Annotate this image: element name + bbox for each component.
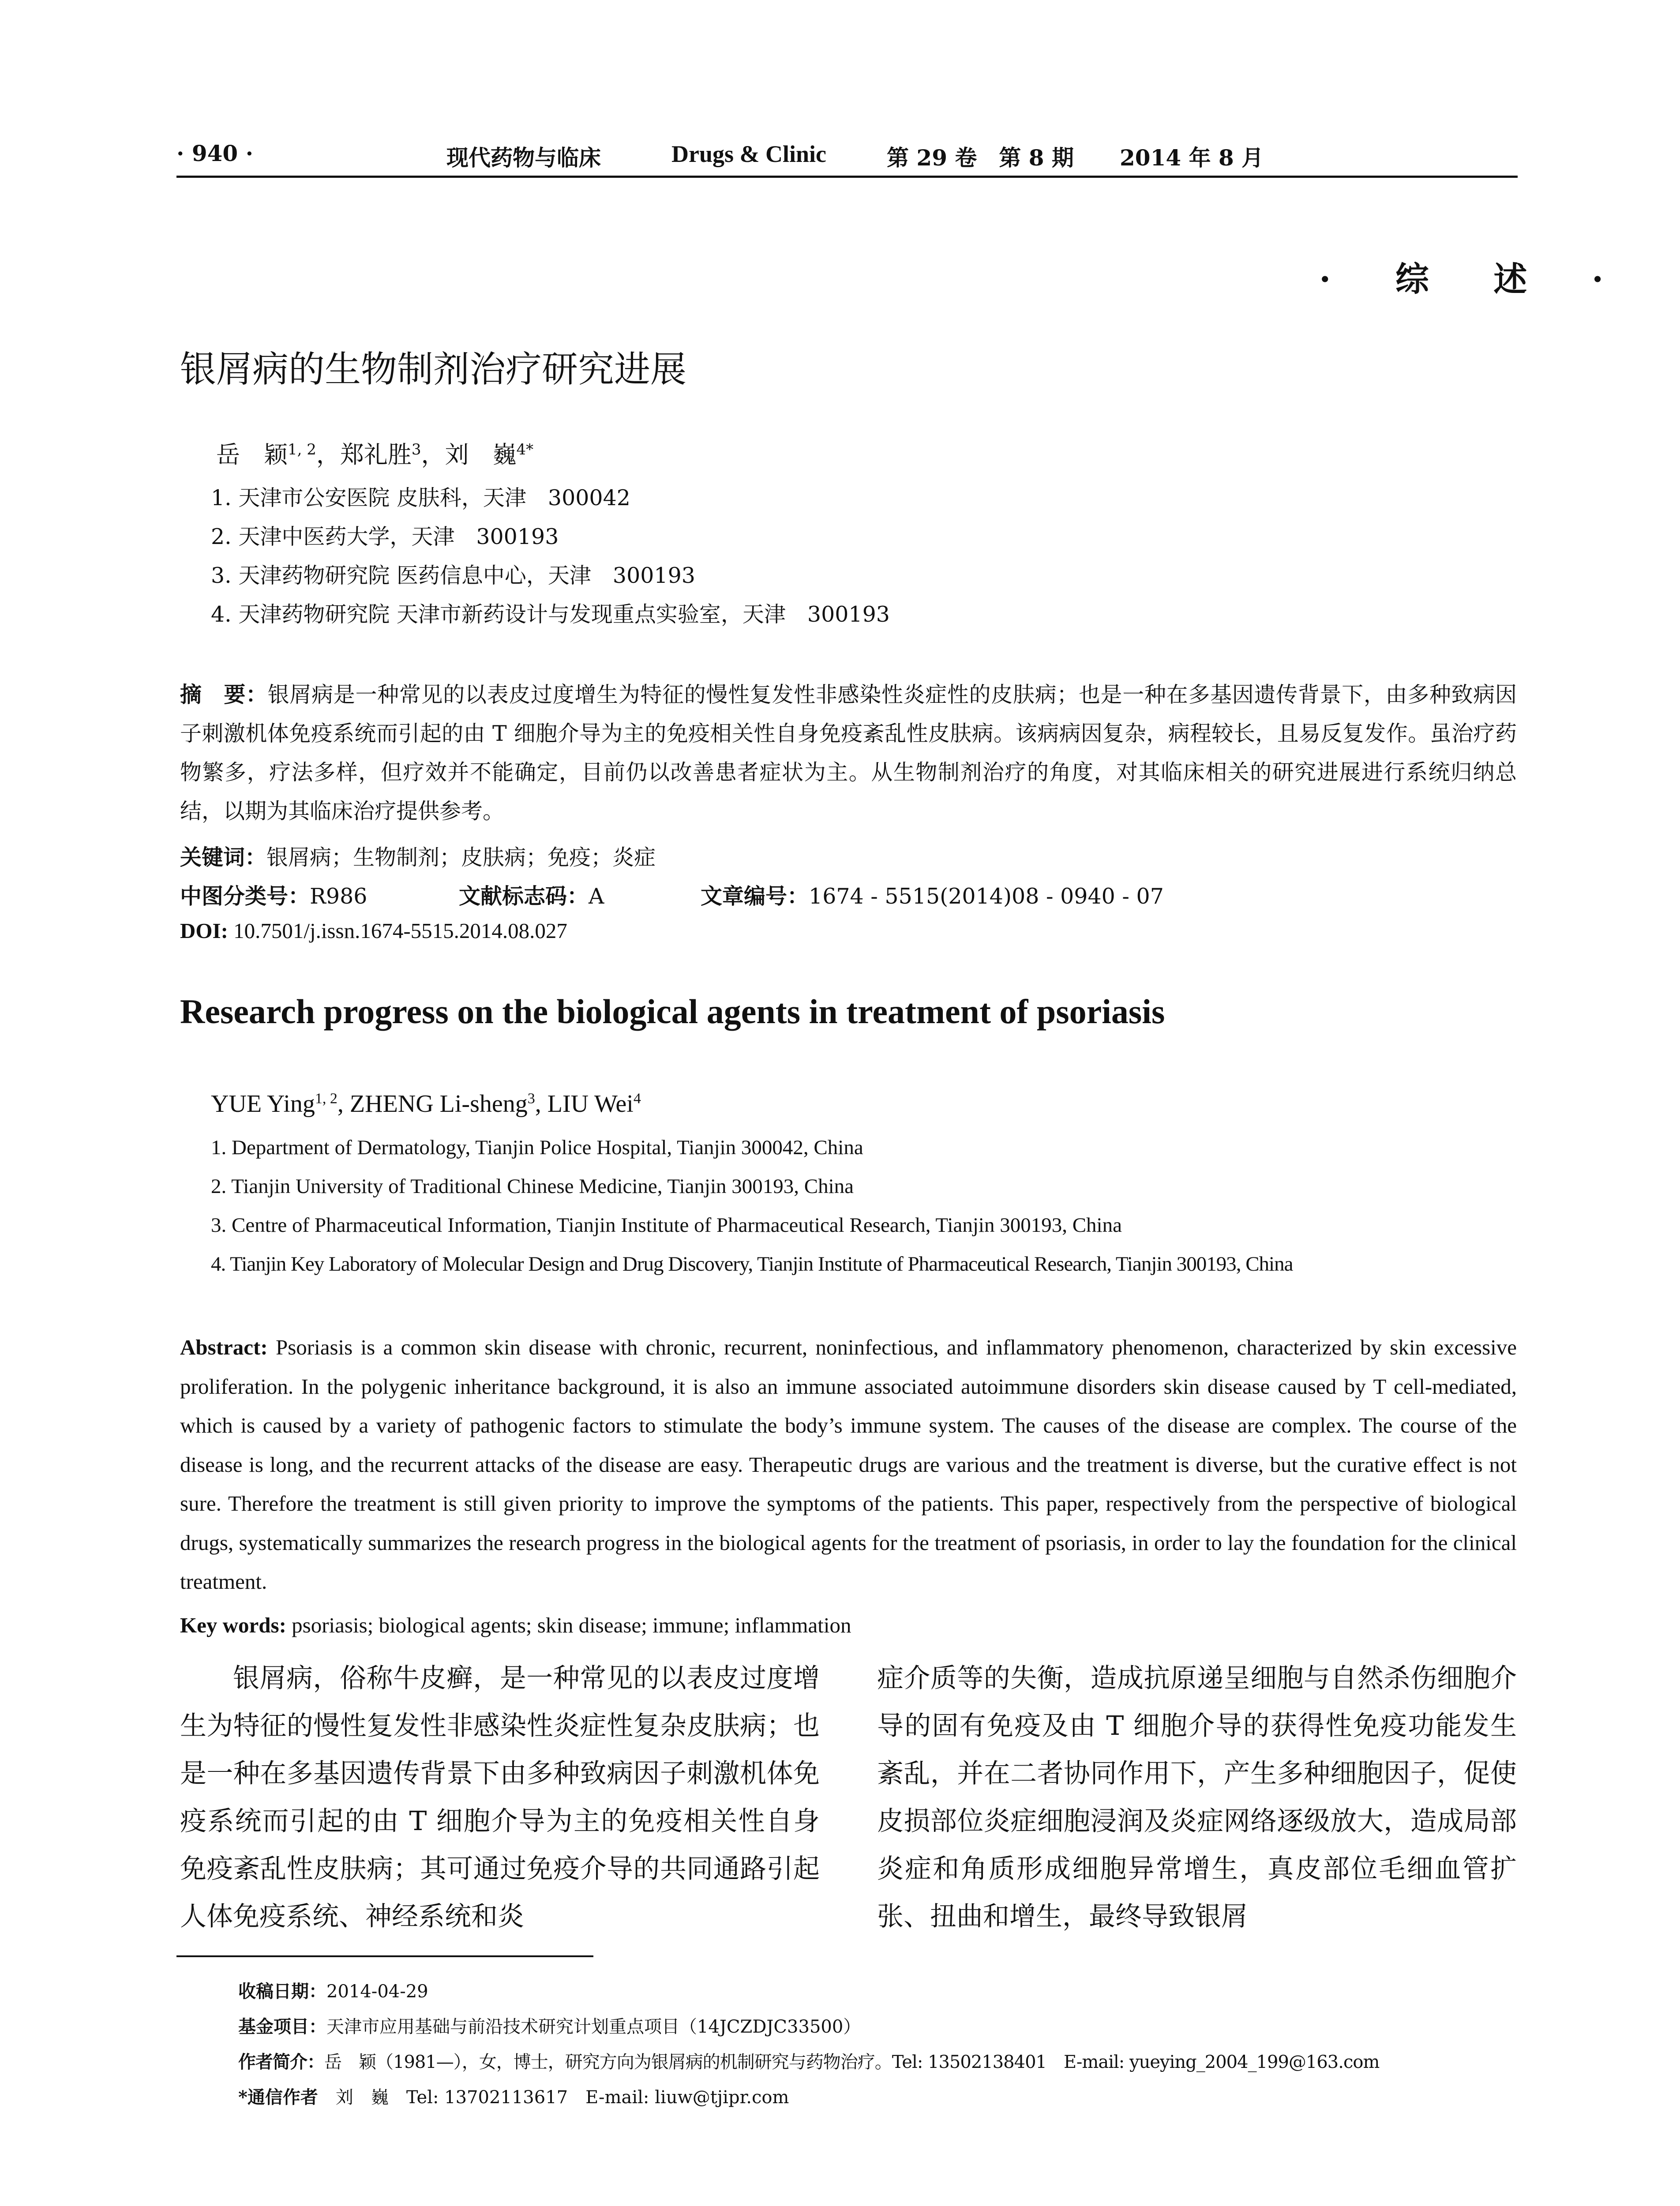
corresponding-text: 刘 巍 Tel: 13702113617 E-mail: liuw@tjipr.com <box>335 2087 789 2108</box>
abstract-en <box>180 1328 1517 1602</box>
article-number-label: 文章编号： <box>701 883 809 909</box>
author-affiliation-mark: 1, 2 <box>288 441 316 458</box>
doi-value: 10.7501/j.issn.1674-5515.2014.08.027 <box>233 919 567 943</box>
doi <box>180 918 567 943</box>
clc-value: R986 <box>310 884 368 909</box>
body-column-left: 银屑病，俗称牛皮癣，是一种常见的以表皮过度增生为特征的慢性复发性非感染性炎症性复杂皮肤病；也是一种在多基因遗传背景下由多种致病因子刺激机体免疫系统而引起的由 T 细胞介导为主的免疫相关性自身免疫紊乱性皮肤病；其可通过免疫介导的共同通路引起人体免疫系统、神经系统和炎 <box>180 1663 820 1932</box>
clc-label: 中图分类号： <box>180 883 310 909</box>
affiliation-cn: 4. 天津药物研究院 天津市新药设计与发现重点实验室，天津 300193 <box>211 602 890 627</box>
corresponding-label: *通信作者 <box>238 2087 318 2108</box>
doi-label: DOI: <box>180 919 228 943</box>
keywords-cn <box>180 840 656 871</box>
author-affiliation-mark: 4* <box>516 441 534 458</box>
article-number-value: 1674 - 5515(2014)08 - 0940 - 07 <box>809 884 1164 909</box>
affiliation-cn: 1. 天津市公安医院 皮肤科，天津 300042 <box>211 485 630 510</box>
author-separator: , <box>535 1090 548 1118</box>
document-code-value: A <box>589 884 604 909</box>
author-affiliation-mark: 3 <box>527 1090 535 1107</box>
footnote-received <box>238 1977 428 2003</box>
abstract-text-cn: 银屑病是一种常见的以表皮过度增生为特征的慢性复发性非感染性炎症性的皮肤病；也是一种在多基因遗传背景下，由多种致病因子刺激机体免疫系统而引起的由 T 细胞介导为主的免疫相关性自身免疫紊乱性皮肤病。该病病因复杂，病程较长，且易反复发作。虽治疗药物繁多，疗法多样，但疗效并不能确定，目前仍以改善患者症状为主。从生物制剂治疗的角度，对其临床相关的研究进展进行系统归纳总结，以期为其临床治疗提供参考。 <box>180 682 1517 824</box>
header-rule <box>176 176 1518 178</box>
author-name: ZHENG Li-sheng <box>349 1090 528 1118</box>
author-affiliation-mark: 3 <box>411 441 421 458</box>
keywords-text-en: psoriasis; biological agents; skin disease; immune; inflammation <box>292 1613 851 1637</box>
footnote-rule <box>176 1955 593 1957</box>
affiliation-en: 3. Centre of Pharmaceutical Information, Tianjin Institute of Pharmaceutical Research, Tianjin 300193, China <box>211 1214 1122 1237</box>
fund-label: 基金项目： <box>238 2016 326 2037</box>
fund-text: 天津市应用基础与前沿技术研究计划重点项目（14JCZDJC33500） <box>326 2017 861 2037</box>
keywords-text-cn: 银屑病；生物制剂；皮肤病；免疫；炎症 <box>266 845 656 870</box>
keywords-en <box>180 1606 1517 1645</box>
article-number <box>701 879 1164 910</box>
received-date: 2014-04-29 <box>326 1981 428 2002</box>
author-list-cn: 岳 颖$^{1, 2}$，郑礼胜$^3$，刘 巍$^{4*}$ <box>216 441 534 469</box>
document-code <box>459 879 604 910</box>
document-code-label: 文献标志码： <box>459 883 589 909</box>
author-list-en <box>211 1090 641 1118</box>
affiliation-en: 4. Tianjin Key Laboratory of Molecular Design and Drug Discovery, Tianjin Institute of Pharmaceutical Research, Tianjin 300193, China <box>211 1253 1293 1276</box>
keywords-label-en: Key words: <box>180 1613 286 1637</box>
author-name: 刘 巍 <box>445 441 517 469</box>
abstract-cn <box>180 675 1517 831</box>
issue-date: 2014 年 8 月 <box>1120 145 1264 171</box>
body-column-right: 症介质等的失衡，造成抗原递呈细胞与自然杀伤细胞介导的固有免疫及由 T 细胞介导的获得性免疫功能发生紊乱，并在二者协同作用下，产生多种细胞因子，促使皮损部位炎症细胞浸润及炎症网络逐级放大，造成局部炎症和角质形成细胞异常增生，真皮部位毛细血管扩张、扭曲和增生，最终导致银屑 <box>877 1663 1517 1932</box>
page-number: · 940 · <box>176 140 253 166</box>
footnote-author-bio <box>238 2048 1379 2073</box>
article-title-cn: 银屑病的生物制剂治疗研究进展 <box>180 349 687 390</box>
author-name: YUE Ying <box>211 1090 315 1118</box>
affiliation-en: 1. Department of Dermatology, Tianjin Police Hospital, Tianjin 300042, China <box>211 1136 863 1159</box>
author-name: 郑礼胜 <box>340 441 412 469</box>
article-title-en: Research progress on the biological agents in treatment of psoriasis <box>180 992 1165 1031</box>
footnote-fund <box>238 2013 861 2038</box>
journal-name-cn: 现代药物与临床 <box>446 145 601 171</box>
author-separator: , <box>337 1090 350 1118</box>
author-name: 岳 颖 <box>216 441 288 469</box>
abstract-label-cn: 摘 要： <box>180 682 268 707</box>
author-affiliation-mark: 4 <box>633 1090 641 1107</box>
received-label: 收稿日期： <box>238 1981 326 2002</box>
affiliation-cn: 3. 天津药物研究院 医药信息中心，天津 300193 <box>211 563 695 588</box>
affiliation-en: 2. Tianjin University of Traditional Chinese Medicine, Tianjin 300193, China <box>211 1175 854 1198</box>
footnote-corresponding <box>238 2083 789 2108</box>
abstract-text-en: Psoriasis is a common skin disease with chronic, recurrent, noninfectious, and inflammatory phenomenon, characterized by skin excessive proliferation. In the polygenic inheritance background, it is also an immune associated autoimmune disorders skin disease caused by T cell-mediated, which is caused by a variety of pathogenic factors to stimulate the body’s immune system. The causes of the disease are complex. The course of the disease is long, and the recurrent attacks of the disease are easy. Therapeutic drugs are various and the treatment is diverse, but the curative effect is not sure. Therefore the treatment is still given priority to improve the symptoms of the patients. This paper, respectively from the perspective of biological drugs, systematically summarizes the research progress in the biological agents for the treatment of psoriasis, in order to lay the foundation for the clinical treatment. <box>180 1335 1517 1594</box>
abstract-label-en: Abstract: <box>180 1335 268 1359</box>
affiliation-cn: 2. 天津中医药大学，天津 300193 <box>211 524 559 549</box>
bio-label: 作者简介： <box>238 2052 324 2072</box>
keywords-label-cn: 关键词： <box>180 844 267 870</box>
section-label: · 综 述 · <box>1319 259 1630 299</box>
journal-name-en: Drugs & Clinic <box>671 141 826 167</box>
author-name: LIU Wei <box>547 1090 634 1118</box>
volume-issue: 第 29 卷 第 8 期 <box>887 145 1074 171</box>
running-header <box>176 140 1518 176</box>
classification-row <box>180 879 367 910</box>
author-affiliation-mark: 1, 2 <box>315 1090 338 1107</box>
bio-text: 岳 颖（1981—），女，博士，研究方向为银屑病的机制研究与药物治疗。Tel: 13502138401 E-mail: yueying_2004_199@163.com <box>324 2052 1380 2072</box>
